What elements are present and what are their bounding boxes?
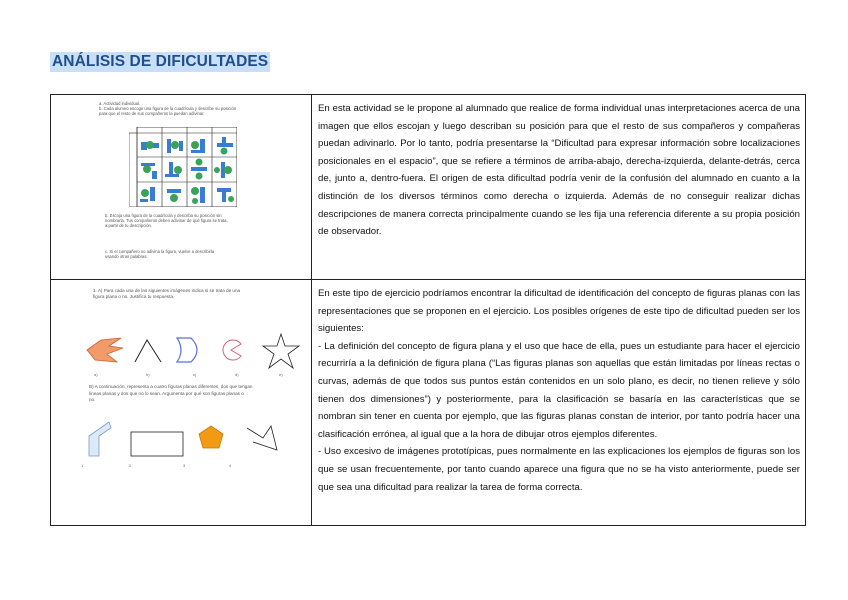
shape-label: 4 — [229, 463, 232, 468]
analysis-paragraph: En esta actividad se le propone al alumnado que realice de forma individual unas interpretaciones acerca de una imagen que ellos escojan y luego describan su posición para que el resto de sus compañeros y compañeras puedan adivinarlo. Por lo tanto, podría presentarse la “Dificultad para expresar información sobre localizaciones posicionales en el espacio”, que se refiere a términos de arriba-abajo, derecha-izquierda, delante-detrás, cerca de, junto a, dentro-fuera. El origen de esta dificultad podría venir de la confusión del alumnado en cuanto a la distinción de los diversos términos como derecha o izquierda. Además de no conseguir realizar dichas descripciones de manera correcta principalmente cuando se les fija una referencia diferente a su propia posición de observador. — [318, 103, 800, 238]
difficulties-table — [50, 94, 806, 526]
shape-label: 3 — [183, 463, 186, 468]
analysis-paragraph: - Uso excesivo de imágenes prototípicas, pues normalmente en las explicaciones los ejemplos de figuras son los que se usan frecuentemente, por tanto cuando aparece una figura que no se ha visto anteriormente, puede ser que sea una dificultad para realizar la tarea de forma correcta. — [318, 446, 800, 493]
shapes-row-b-image — [81, 420, 309, 462]
activity-image-cell — [51, 95, 312, 280]
analysis-text — [312, 280, 805, 496]
shape-label: c) — [193, 372, 197, 377]
analysis-text-cell — [312, 280, 806, 526]
shape-label: a) — [94, 372, 98, 377]
analysis-paragraph: En este tipo de ejercicio podríamos encontrar la dificultad de identificación del concepto de figuras planas con las representaciones que se proponen en el ejercicio. Los posibles orígenes de este tipo de dificultad pueden ser los siguientes: — [318, 288, 800, 335]
analysis-text-cell — [312, 95, 806, 280]
table-row — [51, 280, 806, 526]
activity-question-c: c. Si el compañero no adivina la figura, vuelve a describirla usando otras palabras. — [105, 249, 215, 260]
analysis-paragraph: - La definición del concepto de figura plana y el uso que hace de ella, pues un estudiante para hacer el ejercicio recurriría a la definición de figura plana (“Las figuras planas son aquellas que están limitadas por líneas rectas o curvas, además de que todos sus puntos están contenidos en un solo plano, es decir, no tienen relieve y sólo tienen dos dimensiones”) y posteriormente, para la clasificación se basaría en las características que se nombran sin tener en cuenta por ejemplo, que las figuras planas constan de interior, por tanto podría hacer una clasificación errónea, al igual que a la hora de dibujar otros ejemplos diferentes. — [318, 340, 800, 440]
table-row — [51, 95, 806, 280]
shape-label: e) — [279, 372, 283, 377]
shapes-question-b: B) A continuación, representa a cuatro figuras planas diferentes, dos que tengan líneas planas y dos que no lo sean. Argumenta por qué son figuras planas o no. — [89, 384, 253, 403]
shape-label: d) — [235, 372, 239, 377]
analysis-text — [312, 95, 805, 241]
page-title: ANÁLISIS DE DIFICULTADES — [52, 53, 269, 70]
activity-question-b: b. Escoja una figura de la cuadrícula y describa su posición sin nombrarla. Tus compañeros deben adivinar de qué figura se trata, a partir de tu descripción. — [105, 213, 228, 229]
shapes-question-a: 1. A) Para cada una de las siguientes imágenes indica si se trata de una figura plana o no. Justifica tu respuesta. — [93, 288, 241, 300]
shape-label: b) — [146, 372, 150, 377]
activity-image-cell — [51, 280, 312, 526]
shapes-row-a-image — [81, 330, 309, 370]
activity-instructions: a. Actividad individual. b. Cada alumno escoge una figura de la cuadrícula y describe su posición para que el resto de sus compañeros la puedan adivinar. — [99, 101, 237, 117]
shape-label: 2 — [129, 463, 132, 468]
shape-label: 1 — [81, 463, 84, 468]
position-grid-image — [129, 127, 237, 207]
